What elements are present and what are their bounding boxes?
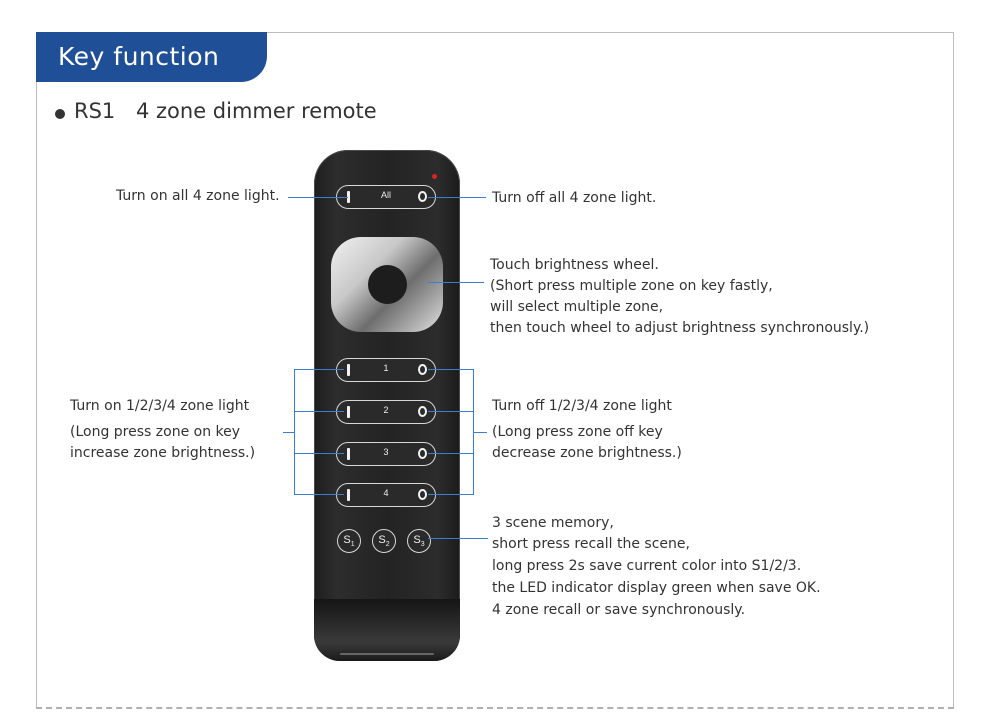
- scene-key-letter: S: [378, 534, 386, 546]
- frame-right-border: [953, 32, 954, 708]
- callout-zone-off-line-1: Turn off 1/2/3/4 zone light: [492, 398, 672, 414]
- callout-wheel-line-3: will select multiple zone,: [490, 299, 664, 315]
- callout-line-all-off: [428, 197, 486, 198]
- callout-line-zone-off: [473, 432, 487, 433]
- zone-key-label: 2: [383, 405, 389, 415]
- callout-all-on: Turn on all 4 zone light.: [116, 188, 280, 204]
- scene-key-number: 1: [350, 541, 355, 549]
- callout-tick: [428, 411, 474, 412]
- callout-tick: [294, 411, 344, 412]
- zone-key-2: [336, 400, 436, 424]
- callout-zone-on-line-2: (Long press zone on key: [70, 424, 241, 440]
- callout-zone-off-line-3: decrease zone brightness.): [492, 445, 682, 461]
- zone-key-label: 4: [383, 488, 389, 498]
- callout-line-all-on: [288, 197, 348, 198]
- callout-scene-line-4: the LED indicator display green when save OK.: [492, 580, 821, 596]
- page-title: Key function: [58, 42, 220, 71]
- callout-wheel-line-2: (Short press multiple zone on key fastly,: [490, 278, 773, 294]
- callout-tick: [428, 494, 474, 495]
- zone-key-label: 3: [383, 447, 389, 457]
- zone-key-label: 1: [383, 363, 389, 373]
- scene-key-2: [372, 529, 396, 553]
- callout-zone-on-line-3: increase zone brightness.): [70, 445, 256, 461]
- frame-bottom-dashed-border: [36, 707, 954, 709]
- callout-line-wheel: [428, 282, 484, 283]
- bullet-icon: [55, 109, 65, 119]
- scene-key-3: [407, 529, 431, 553]
- callout-line-scene: [428, 538, 488, 539]
- section-header-tab: [36, 32, 267, 82]
- callout-scene-line-1: 3 scene memory,: [492, 515, 614, 531]
- callout-line-zone-on: [283, 432, 295, 433]
- callout-scene-line-2: short press recall the scene,: [492, 536, 690, 552]
- callout-tick: [428, 369, 474, 370]
- off-icon: [418, 191, 427, 202]
- frame-left-border: [36, 82, 37, 708]
- callout-zone-on-line-1: Turn on 1/2/3/4 zone light: [70, 398, 250, 414]
- callout-zone-off-line-2: (Long press zone off key: [492, 424, 663, 440]
- callout-tick: [294, 494, 344, 495]
- callout-all-off: Turn off all 4 zone light.: [492, 190, 657, 206]
- callout-tick: [294, 369, 344, 370]
- callout-tick: [294, 453, 344, 454]
- scene-key-letter: S: [413, 534, 421, 546]
- callout-wheel-line-4: then touch wheel to adjust brightness synchronously.): [490, 320, 870, 336]
- all-key: [336, 185, 436, 209]
- callout-scene-line-5: 4 zone recall or save synchronously.: [492, 602, 746, 618]
- scene-key-number: 3: [420, 541, 425, 549]
- off-icon: [418, 364, 427, 375]
- callout-wheel-line-1: Touch brightness wheel.: [490, 257, 659, 273]
- wheel-center: [368, 265, 407, 304]
- remote-base: [314, 599, 460, 661]
- all-key-label: All: [380, 190, 391, 200]
- brightness-wheel: [331, 237, 443, 332]
- off-icon: [418, 489, 427, 500]
- zone-key-4: [336, 483, 436, 507]
- zone-key-1: [336, 358, 436, 382]
- callout-tick: [428, 453, 474, 454]
- zone-key-3: [336, 442, 436, 466]
- off-icon: [418, 448, 427, 459]
- off-icon: [418, 406, 427, 417]
- remote-base-edge: [340, 653, 434, 655]
- led-indicator: [432, 174, 437, 179]
- scene-key-1: [337, 529, 361, 553]
- scene-key-letter: S: [343, 534, 351, 546]
- model-name: RS1: [74, 99, 116, 123]
- callout-scene-line-3: long press 2s save current color into S1/2/3.: [492, 558, 802, 574]
- scene-key-number: 2: [385, 541, 390, 549]
- remote-control-image: [314, 150, 460, 661]
- model-description: 4 zone dimmer remote: [136, 99, 377, 123]
